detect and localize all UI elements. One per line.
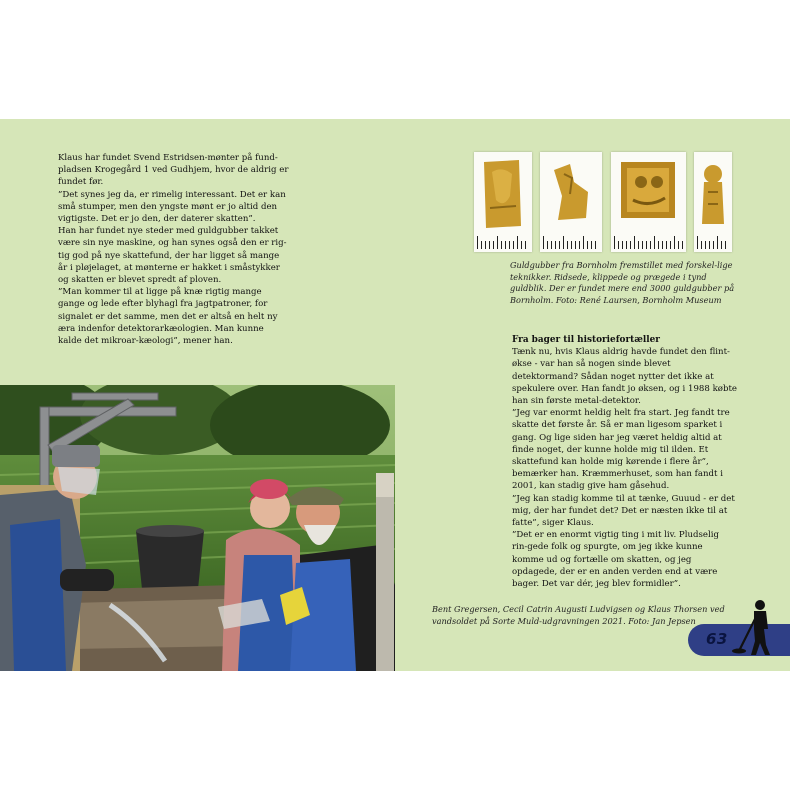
article-paragraph: ”Jeg var enormt heldig helt fra start. Jeg fandt tre skatte det første år. Så er man ligesom sparket i gang. Og lige siden har jeg været heldig altid at finde noget, der kunne holde mig til ilden. Et skattefund kan holde mig kørende i flere år”, bemærker han. Kræmmerhuset, som han fandt i 2001, kan stadig give ham gåsehud. [512,408,730,492]
intro-paragraph: Klaus har fundet Svend Estridsen-mønter på fund-pladsen Krogegård 1 ved Gudhjem, hvor de aldrig er fundet før. [58,153,289,188]
photo-illustration [0,385,395,671]
intro-paragraph: ”Det synes jeg da, er rimelig interessant. Det er kan små stumper, men den yngste mønt er jo altid den vigtigste. Det er jo den, der daterer skatten”. [58,189,286,225]
scale-ruler [477,236,529,249]
intro-paragraph: Han har fundet nye steder med guldgubber takket være sin nye maskine, og han synes også den er rig-tig god på nye skattefund, der har ligget så mange år i pløjelaget, at mønterne er hakket i småstykker og skatten er blevet spredt af ploven. [58,226,287,286]
article-paragraph: ”Det er en enormt vigtig ting i mit liv. Pludselig rin-gede folk og spurgte, om jeg ikke kunne komme ud og fortælle om skatten, og jeg opdagede, der er en anden verden end at være bager. Det var dér, jeg blev formidler”. [512,530,719,590]
intro-text-column [58,152,290,347]
guldgubbe-photo-3 [611,152,686,252]
article-paragraph: ”Jeg kan stadig komme til at tænke, Guuud - er det mig, der har fundet det? Det er næsten ikke til at fatte”, siger Klaus. [512,493,735,529]
article-column [512,334,737,590]
page-number: 63 [706,630,728,648]
section-heading: Fra bager til historiefortæller [512,335,660,345]
figure-caption: Guldgubber fra Bornholm fremstillet med forskel-lige teknikker. Ridsede, klippede og prægede i tynd guldblik. Der er fundet mere end 3000 guldgubber på Bornholm. Foto: René Laursen, Bornholm Museum [510,260,735,305]
intro-paragraph: ”Man kommer til at ligge på knæ rigtig mange gange og lede efter blyhagl fra jagtpatroner, for signalet er det samme, men det er altså en helt ny æra indenfor detektorarkæologien. Man kunne kalde det mikroar-kæologi”, mener han. [58,287,278,347]
guldgubbe-photo-1 [474,152,532,252]
excavation-photo [0,385,395,671]
metal-detector-silhouette-icon [728,599,776,657]
scale-ruler [543,236,599,249]
photo-caption: Bent Gregersen, Cecil Catrin Augusti Ludvigsen og Klaus Thorsen ved vandsoldet på Sorte Muld-udgravningen 2021. Foto: Jan Jepsen [432,604,725,626]
scale-ruler [697,236,729,249]
guldgubbe-photo-4 [694,152,732,252]
article-paragraph: Tænk nu, hvis Klaus aldrig havde fundet den flint-økse - var han så nogen sinde blevet detektormand? Sådan noget nytter det ikke at spekulere over. Han fandt jo øksen, og i 1988 købte han sin første metal-detektor. [512,347,738,407]
guldgubbe-photo-2 [540,152,602,252]
magazine-page [0,119,790,671]
scale-ruler [614,236,683,249]
